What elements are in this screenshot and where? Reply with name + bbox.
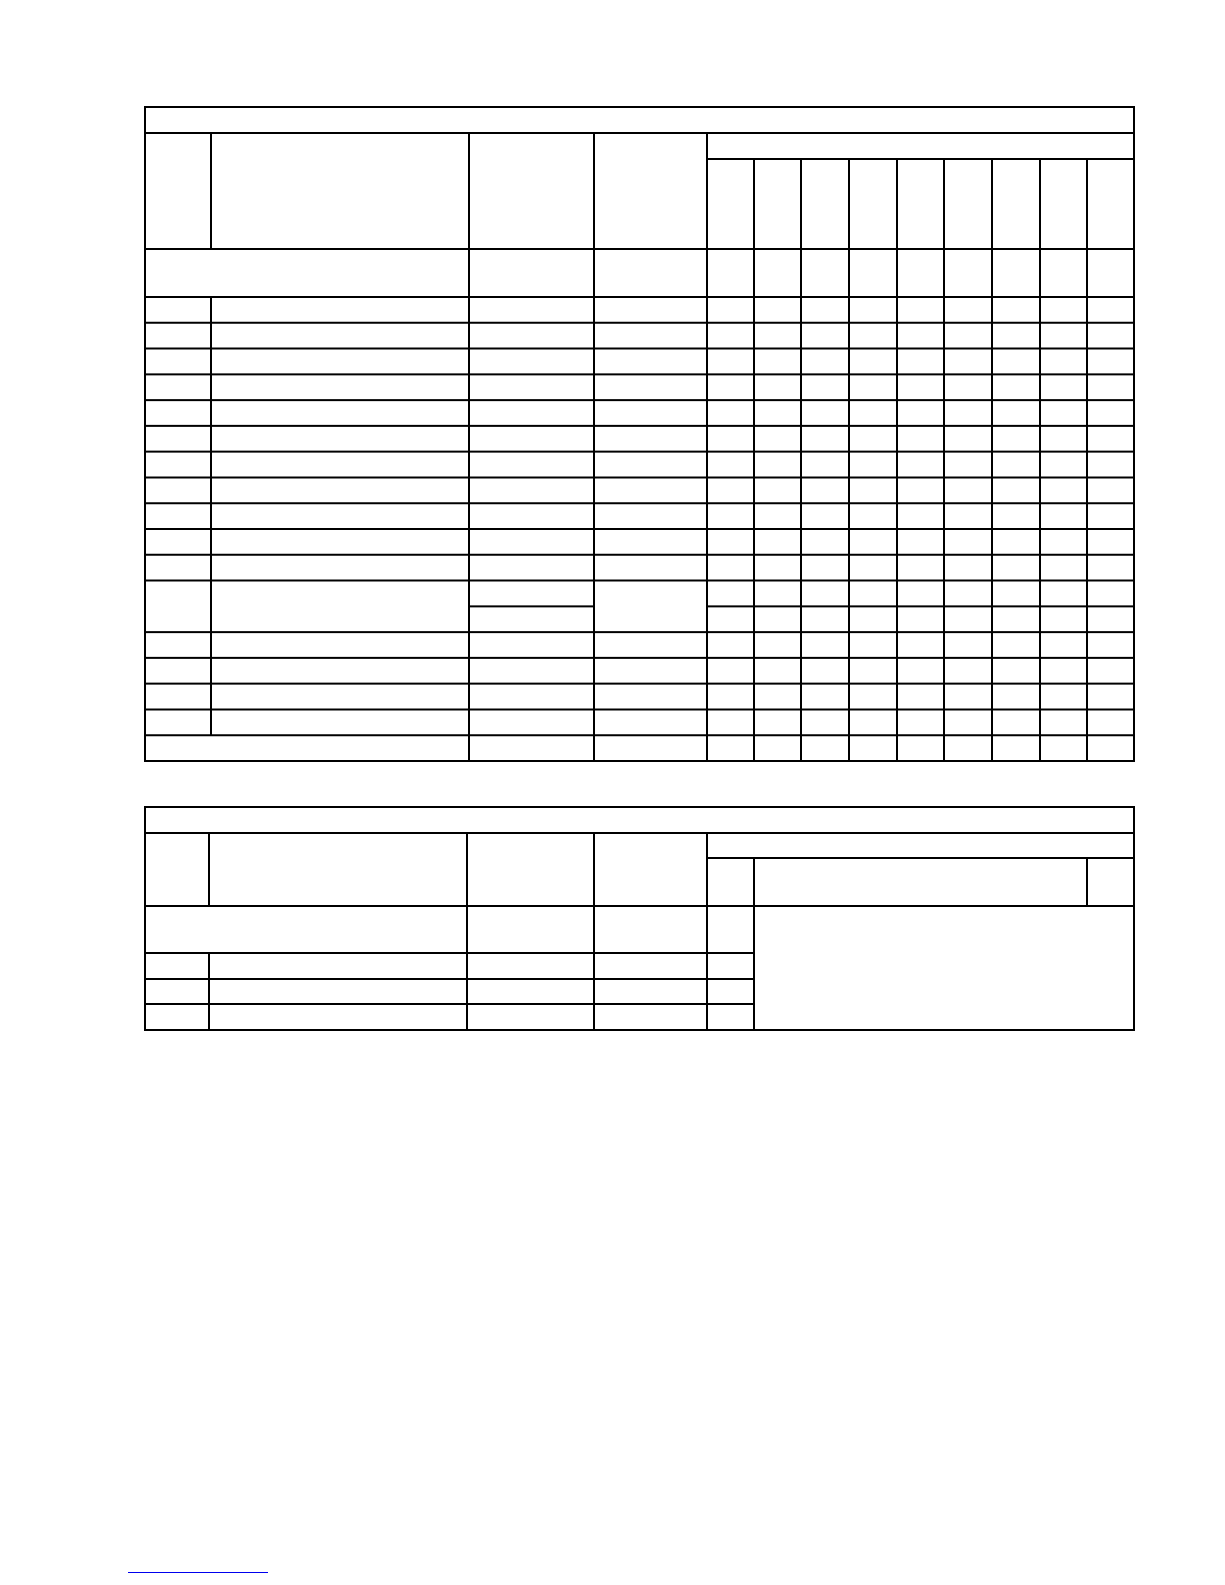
footnote-rule [128, 1572, 268, 1573]
table-2 [145, 807, 1134, 1030]
table-1 [145, 107, 1134, 761]
table-2-frame [145, 807, 1134, 1030]
table-1-frame [145, 107, 1134, 761]
